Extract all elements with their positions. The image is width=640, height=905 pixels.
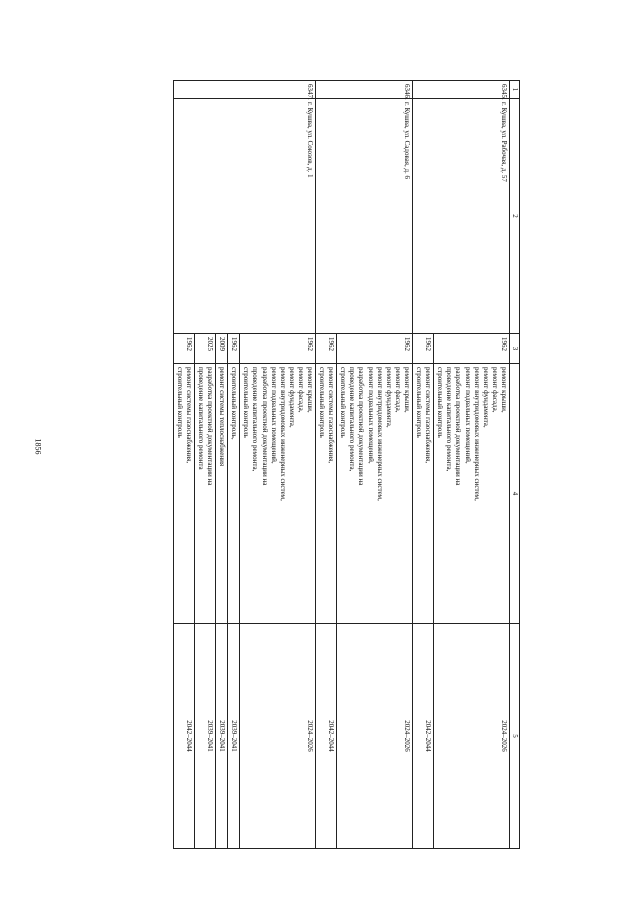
year-cell: 1962: [412, 334, 433, 364]
work-item: ремонт фундамента,: [481, 367, 490, 428]
period-cell: 2039–2041: [216, 624, 228, 849]
year-cell: 1962: [337, 334, 413, 364]
table-row: [337, 81, 413, 849]
works-cell: [434, 364, 510, 624]
work-item: ремонт системы газоснабжения,: [184, 367, 193, 464]
work-item: ремонт крыши,: [402, 367, 411, 413]
works-cell: [240, 364, 316, 624]
row-number: 6347.: [173, 81, 315, 99]
work-item: ремонт фундамента,: [287, 367, 296, 428]
work-item: ремонт внутридомовых инженерных систем,: [278, 367, 287, 501]
work-item: проведение капитального ремонта,: [348, 367, 357, 472]
work-item: ремонт фасада,: [296, 367, 305, 413]
works-cell: [194, 364, 215, 624]
works-cell: [412, 364, 433, 624]
works-cell: [173, 364, 194, 624]
work-item: строительный контроль: [436, 367, 445, 438]
repair-schedule-table: [173, 80, 520, 849]
row-number: 6345.: [412, 81, 509, 99]
work-item: строительный контроль: [318, 367, 327, 438]
work-item: ремонт подвальных помещений,: [269, 367, 278, 464]
work-item: строительный контроль: [175, 367, 184, 438]
work-item: разработка проектной документации на: [454, 367, 463, 486]
work-item: проведение капитального ремонта,: [445, 367, 454, 472]
work-item: разработка проектной документации на: [260, 367, 269, 486]
work-item: проведение капитального ремонта: [197, 367, 205, 470]
column-header: 2: [509, 99, 519, 334]
work-item: ремонт внутридомовых инженерных систем,: [472, 367, 481, 501]
page-number: 1856: [33, 438, 43, 455]
address-cell: г. Кушва, ул. Рабочая, д. 57: [412, 99, 509, 334]
work-item: ремонт крыши,: [499, 367, 508, 413]
row-number: 6346.: [316, 81, 413, 99]
year-cell: 1962: [228, 334, 240, 364]
period-cell: 2042–2044: [173, 624, 194, 849]
year-cell: 2025: [194, 334, 215, 364]
period-cell: 2024–2026: [434, 624, 510, 849]
period-cell: 2042–2044: [412, 624, 433, 849]
year-cell: 1962: [240, 334, 316, 364]
period-cell: 2024–2026: [337, 624, 413, 849]
year-cell: 1962: [434, 334, 510, 364]
address-cell: г. Кушва, ул. Садовая, д. 6: [316, 99, 413, 334]
period-cell: 2039–2041: [194, 624, 215, 849]
table-header-row: [509, 81, 519, 849]
work-item: ремонт системы газоснабжения,: [424, 367, 433, 464]
year-cell: 1962: [316, 334, 337, 364]
year-cell: 2009: [216, 334, 228, 364]
work-item: строительный контроль: [339, 367, 348, 438]
table-row: [240, 81, 316, 849]
year-cell: 1962: [173, 334, 194, 364]
work-item: разработка проектной документации на: [357, 367, 366, 486]
work-item: ремонт подвальных помещений,: [463, 367, 472, 464]
column-header: 1: [509, 81, 519, 99]
work-item: ремонт внутридомовых инженерных систем,: [375, 367, 384, 501]
period-cell: 2024–2026: [240, 624, 316, 849]
work-item: ремонт системы теплоснабжения: [218, 367, 227, 467]
work-item: ремонт фасада,: [393, 367, 402, 413]
table-body: [173, 81, 509, 849]
work-item: ремонт фасада,: [490, 367, 499, 413]
period-cell: 2042–2044: [316, 624, 337, 849]
works-cell: [337, 364, 413, 624]
work-item: строительный контроль: [415, 367, 424, 438]
period-cell: 2039–2041: [228, 624, 240, 849]
work-item: ремонт системы газоснабжения,: [327, 367, 336, 464]
column-header: 3: [509, 334, 519, 364]
works-cell: [216, 364, 228, 624]
column-header: 4: [509, 364, 519, 624]
work-item: ремонт фундамента,: [384, 367, 393, 428]
work-item: строительный контроль: [242, 367, 251, 438]
work-item: проведение капитального ремонта,: [251, 367, 260, 472]
column-header: 5: [509, 624, 519, 849]
work-item: строительный контроль,: [230, 367, 239, 440]
work-item: ремонт подвальных помещений,: [366, 367, 375, 464]
table-row: [434, 81, 510, 849]
works-cell: [228, 364, 240, 624]
work-item: ремонт крыши,: [306, 367, 315, 413]
work-item: разработка проектной документации на: [206, 367, 215, 486]
address-cell: г. Кушва, ул. Союзов, д. 1: [173, 99, 315, 334]
rotated-table-page: [80, 80, 520, 848]
works-cell: [316, 364, 337, 624]
